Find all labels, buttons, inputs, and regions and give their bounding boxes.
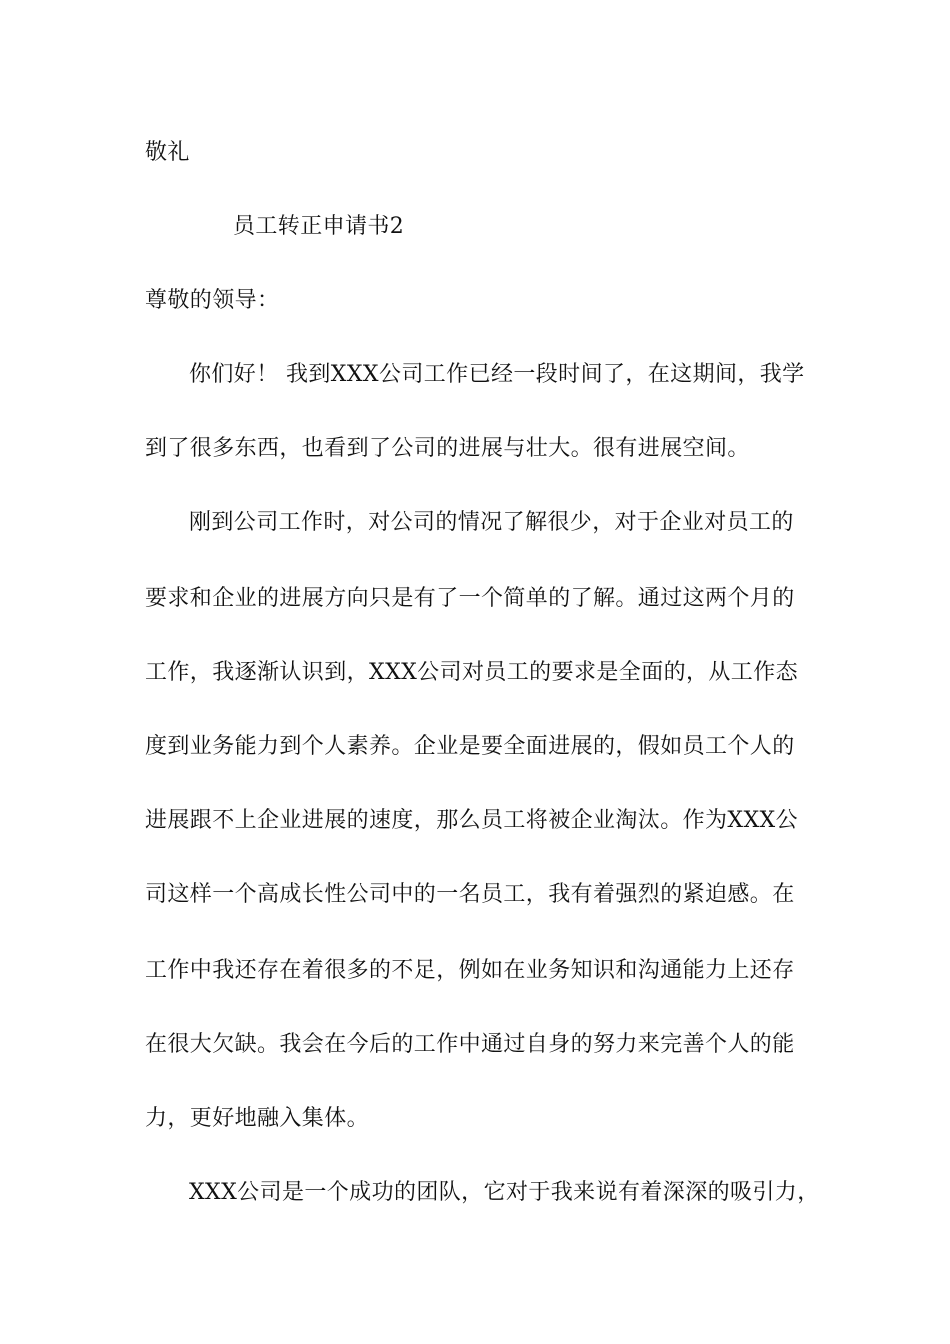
paragraph-line: 度到业务能力到个人素养。企业是要全面进展的，假如员工个人的 [145,734,795,759]
paragraph-line: XXX公司是一个成功的团队，它对于我来说有着深深的吸引力， [189,1180,820,1205]
paragraph-line: 工作中我还存在着很多的不足，例如在业务知识和沟通能力上还存 [145,958,795,983]
paragraph-line: 要求和企业的进展方向只是有了一个简单的了解。通过这两个月的 [145,586,795,611]
salutation: 尊敬的领导： [145,288,280,313]
paragraph-line: 司这样一个高成长性公司中的一名员工，我有着强烈的紧迫感。在 [145,882,795,907]
paragraph-line: 到了很多东西，也看到了公司的进展与壮大。很有进展空间。 [145,436,750,461]
paragraph-line: 进展跟不上企业进展的速度，那么员工将被企业淘汰。作为XXX公 [145,808,798,833]
closing-text: 敬礼 [145,140,190,165]
paragraph-line: 刚到公司工作时，对公司的情况了解很少，对于企业对员工的 [189,510,794,535]
document-title: 员工转正申请书2 [233,214,405,239]
paragraph-line: 你们好！ 我到XXX公司工作已经一段时间了，在这期间，我学 [189,362,805,387]
paragraph-line: 力，更好地融入集体。 [145,1106,370,1131]
paragraph-line: 在很大欠缺。我会在今后的工作中通过自身的努力来完善个人的能 [145,1032,795,1057]
paragraph-line: 工作，我逐渐认识到，XXX公司对员工的要求是全面的，从工作态 [145,660,798,685]
